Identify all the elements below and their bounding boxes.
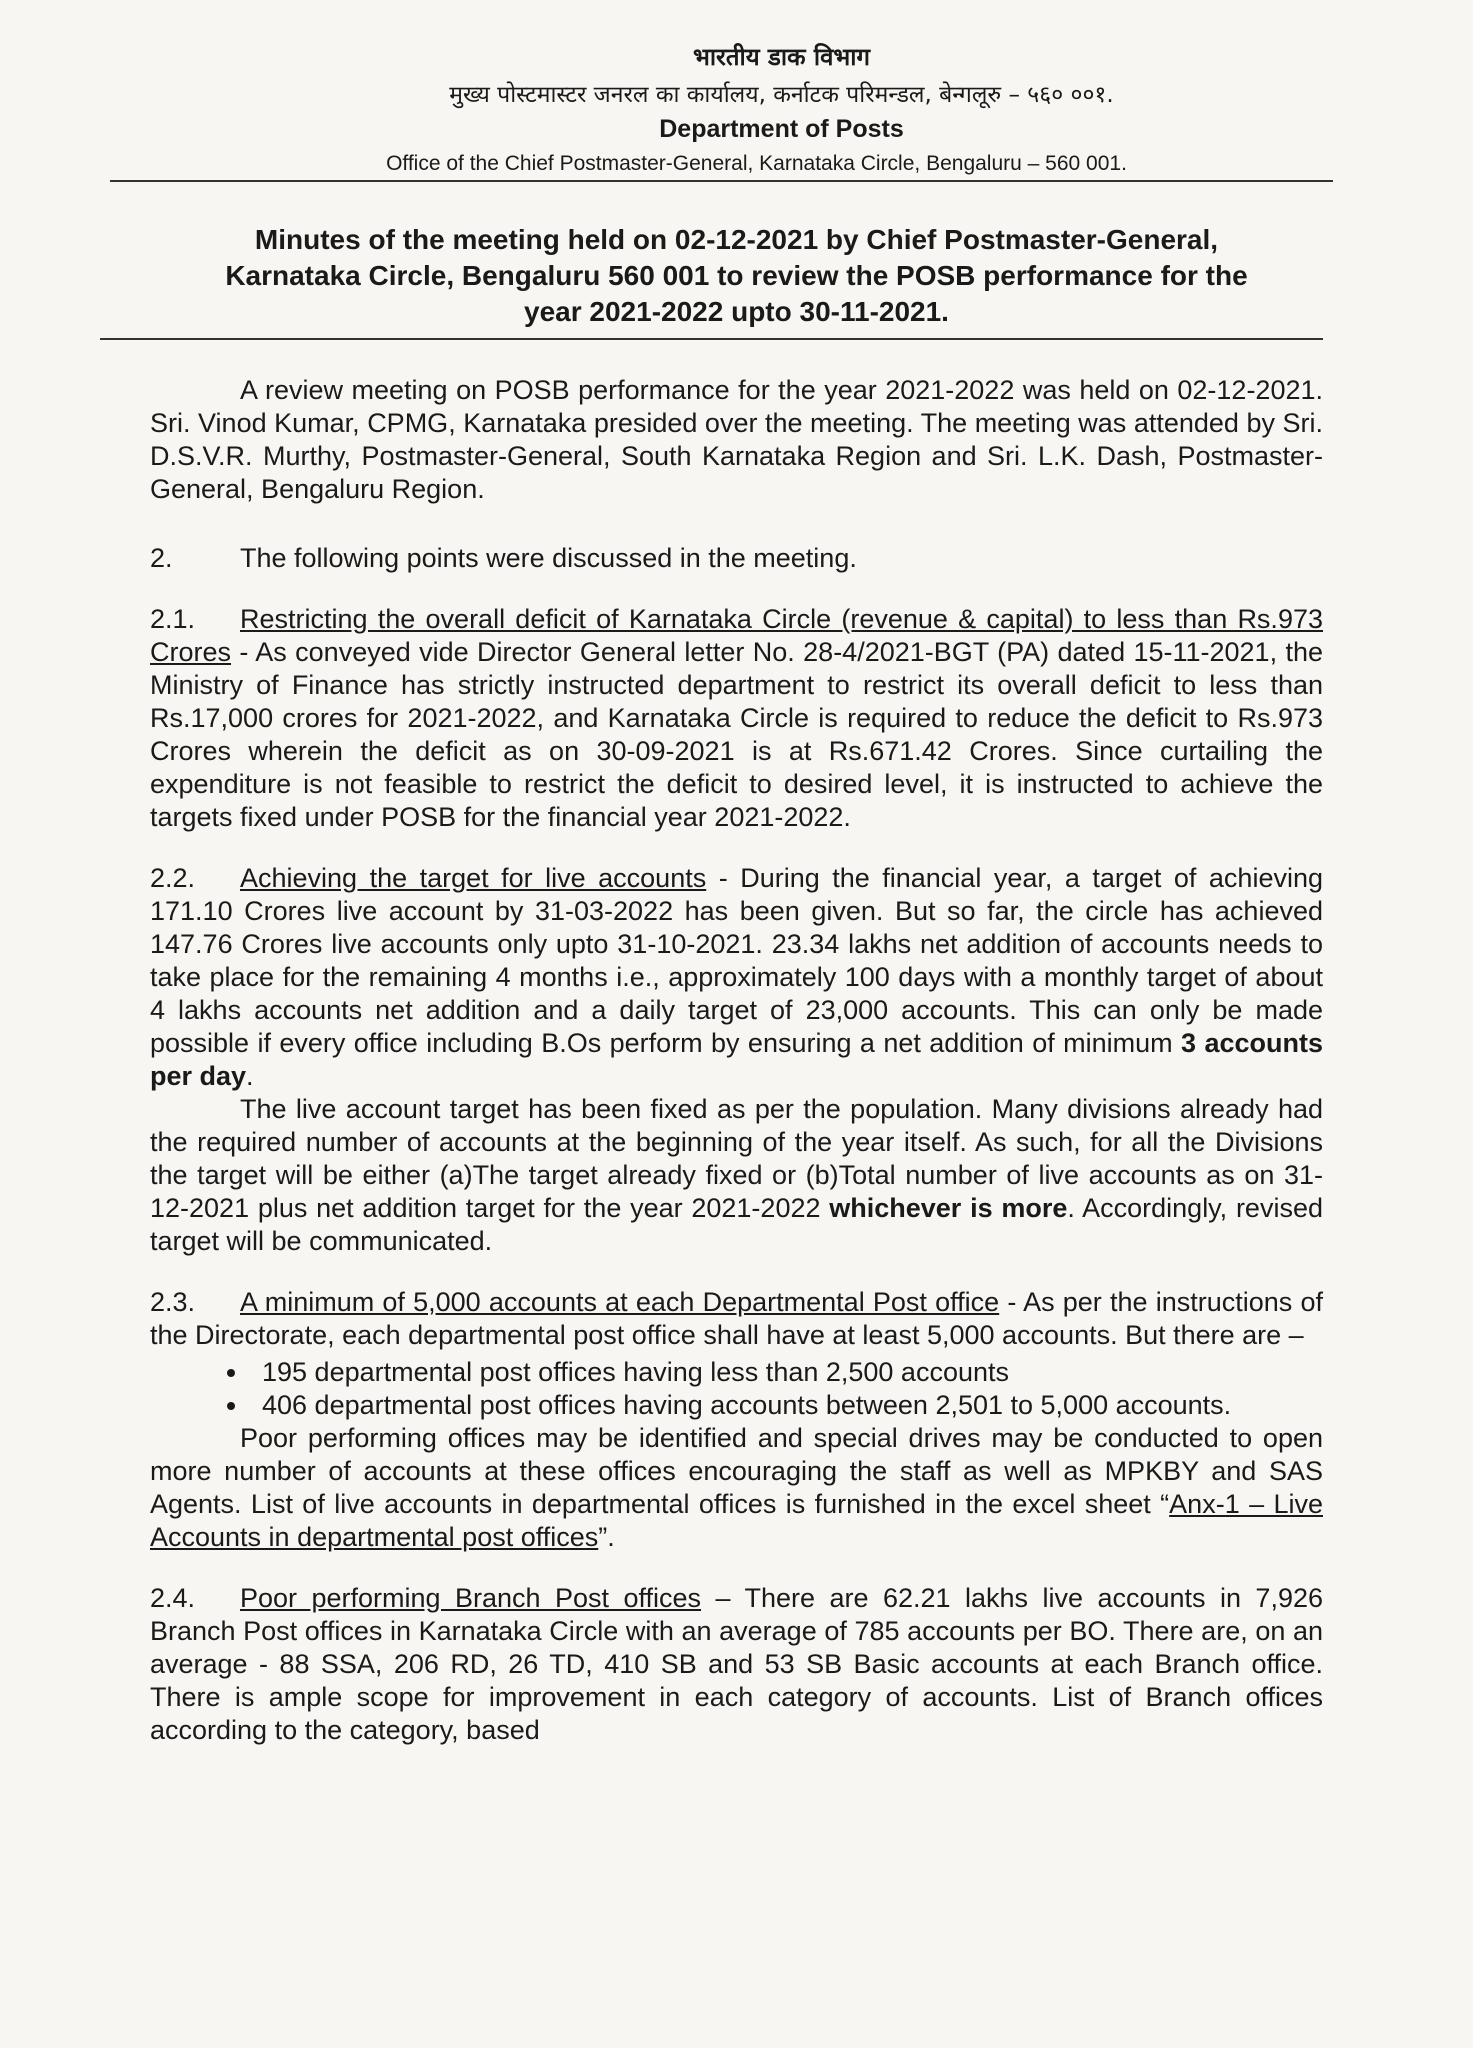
title-line-1: Minutes of the meeting held on 02-12-2021 by Chief Postmaster-General, <box>254 224 1219 255</box>
section-2-3-paragraph-2 <box>150 1422 1323 1554</box>
section-2-2-body-bold: 3 accounts per day <box>150 1028 1323 1091</box>
point-2 <box>150 542 1323 575</box>
section-2-3-body: - As per the instructions of the Directorate, each departmental post office shall have at least 5,000 accounts. But there are – <box>150 1287 1323 1350</box>
title-divider <box>100 338 1323 340</box>
section-2-2-para2-text-b: . Accordingly, revised target will be communicated. <box>150 1193 1323 1256</box>
point-2-text: The following points were discussed in the meeting. <box>240 543 857 573</box>
section-2-2 <box>150 862 1323 1093</box>
section-2-2-body-end: . <box>246 1061 254 1091</box>
list-item: • 195 departmental post offices having less than 2,500 accounts <box>250 1356 1323 1389</box>
minutes-title <box>150 222 1323 330</box>
section-2-4-heading: Poor performing Branch Post offices <box>240 1583 702 1613</box>
section-2-4-body: – There are 62.21 lakhs live accounts in 7,926 Branch Post offices in Karnataka Circle with an average of 785 accounts per BO. There are, on an average - 88 SSA, 206 RD, 26 TD, 410 SB and 53 SB Basic accounts at each Branch office. There is ample scope for improvement in each category of accounts. List of Branch offices according to the category, based <box>150 1583 1324 1745</box>
section-2-3-para2-text-b: ”. <box>598 1522 615 1552</box>
annexure-1-link[interactable]: Anx-1 – Live Accounts in departmental post offices <box>150 1489 1323 1552</box>
section-2-2-body: - During the financial year, a target of achieving 171.10 Crores live account by 31-03-2022 has been given. But so far, the circle has achieved 147.76 Crores live accounts only upto 31-10-2021. 23.34 lakhs net addition of accounts needs to take place for the remaining 4 months i.e., approximately 100 days with a monthly target of about 4 lakhs accounts net addition and a daily target of 23,000 accounts. This can only be made possible if every office including B.Os perform by ensuring a net addition of minimum <box>150 863 1323 1058</box>
section-2-2-heading: Achieving the target for live accounts <box>240 863 707 893</box>
list-item: • 406 departmental post offices having accounts between 2,501 to 5,000 accounts. <box>250 1389 1323 1422</box>
hindi-office-address: मुख्य पोस्टमास्टर जनरल का कार्यालय, कर्नाटक परिमन्डल, बेन्गलूरु – ५६० ००१. <box>449 82 1114 108</box>
office-address: Office of the Chief Postmaster-General, Karnataka Circle, Bengaluru – 560 001. <box>386 152 1127 175</box>
section-2-1-body: - As conveyed vide Director General letter No. 28-4/2021-BGT (PA) dated 15-11-2021, the Ministry of Finance has strictly instructed department to restrict its overall deficit to less than Rs.17,000 crores for 2021-2022, and Karnataka Circle is required to reduce the deficit to Rs.973 Crores wherein the deficit as on 30-09-2021 is at Rs.671.42 Crores. Since curtailing the expenditure is not feasible to restrict the deficit to desired level, it is instructed to achieve the targets fixed under POSB for the financial year 2021-2022. <box>150 637 1323 832</box>
section-2-3-number: 2.3. <box>150 1287 196 1317</box>
header-divider <box>110 180 1333 182</box>
title-line-3: year 2021-2022 upto 30-11-2021. <box>524 296 949 327</box>
section-2-4-number: 2.4. <box>150 1583 196 1613</box>
intro-paragraph: A review meeting on POSB performance for the year 2021-2022 was held on 02-12-2021. Sri. Vinod Kumar, CPMG, Karnataka presided over the meeting. The meeting was attended by Sri. D.S.V.R. Murthy, Postmaster-General, South Karnataka Region and Sri. L.K. Dash, Postmaster-General, Bengaluru Region. <box>150 375 1323 504</box>
section-2-3-para2-text-a: Poor performing offices may be identified and special drives may be conducted to open more number of accounts at these offices encouraging the staff as well as MPKBY and SAS Agents. List of live accounts in departmental offices is furnished in the excel sheet “ <box>150 1423 1323 1519</box>
section-2-3-heading: A minimum of 5,000 accounts at each Departmental Post office <box>240 1287 1000 1317</box>
section-2-1 <box>150 603 1323 834</box>
section-2-2-number: 2.2. <box>150 863 196 893</box>
section-2-1-heading: Restricting the overall deficit of Karnataka Circle (revenue & capital) to less than Rs.973 Crores <box>150 604 1323 667</box>
point-2-number: 2. <box>150 543 173 573</box>
hindi-department-name: भारतीय डाक विभाग <box>692 43 871 71</box>
section-2-3 <box>150 1286 1323 1352</box>
section-2-1-number: 2.1. <box>150 604 196 634</box>
section-2-2-paragraph-2 <box>150 1093 1323 1258</box>
section-2-3-bullet-list <box>150 1356 1323 1422</box>
department-name: Department of Posts <box>659 115 904 143</box>
section-2-4 <box>150 1582 1323 1747</box>
section-2-2-para2-text-a: The live account target has been fixed as per the population. Many divisions already had the required number of accounts at the beginning of the year itself. As such, for all the Divisions the target will be either (a)The target already fixed or (b)Total number of live accounts as on 31-12-2021 plus net addition target for the year 2021-2022 <box>150 1094 1323 1223</box>
section-2-2-para2-bold: whichever is more <box>829 1193 1068 1223</box>
letterhead <box>150 40 1323 176</box>
title-line-2: Karnataka Circle, Bengaluru 560 001 to review the POSB performance for the <box>225 260 1248 291</box>
